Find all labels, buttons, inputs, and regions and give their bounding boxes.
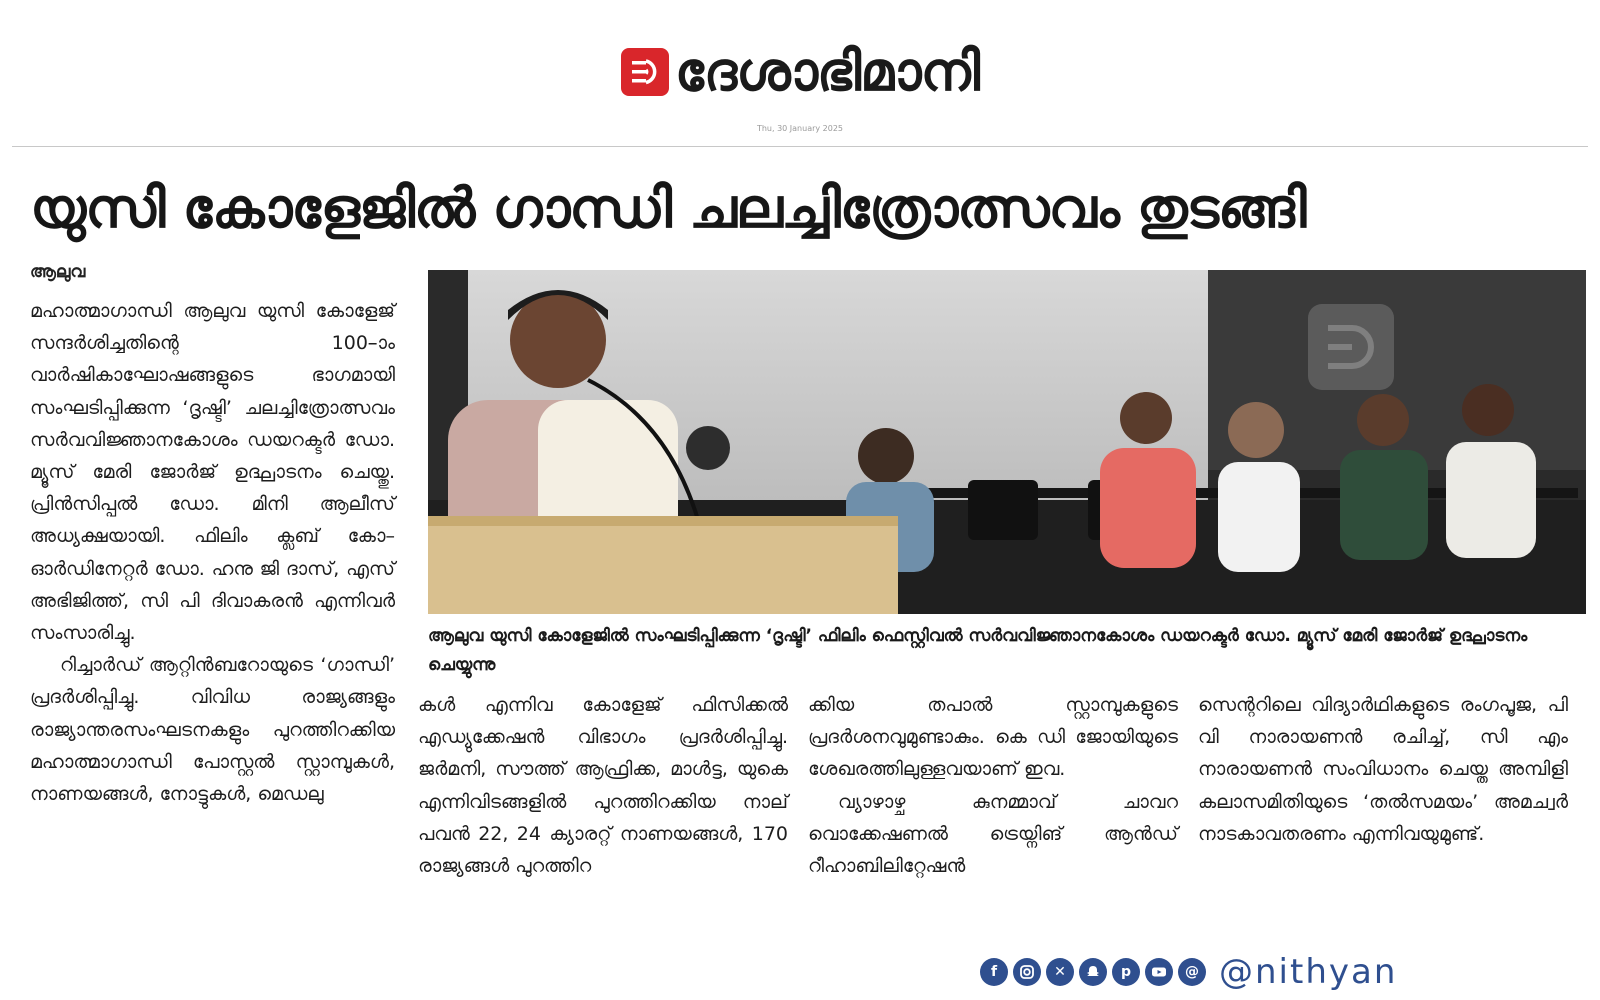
threads-icon[interactable]: @: [1178, 958, 1206, 986]
newspaper-title: ദേശാഭിമാനി: [674, 40, 980, 103]
photo-caption: ആലുവ യുസി കോളേജിൽ സംഘടിപ്പിക്കുന്ന ‘ദൃഷ്ടി’ ഫിലിം ഫെസ്റ്റിവൽ സർവവിജ്ഞാനകോശം ഡയറക്ടർ ഡോ. മ്യൂസ് മേരി ജോർജ് ഉദ്ഘാടനം ചെയ്യുന്നു: [428, 626, 1528, 675]
paragraph: ക്കിയ തപാൽ സ്റ്റാമ്പുകളുടെ പ്രദർശനവുമുണ്ടാകും. കെ ഡി ജോയിയുടെ ശേഖരത്തിലുള്ളവയാണ് ഇവ.: [808, 694, 1178, 781]
event-photo-illustration: [428, 270, 1586, 614]
issue-date: Thu, 30 January 2025: [756, 124, 844, 133]
x-icon[interactable]: ✕: [1046, 958, 1074, 986]
article-column-3: [808, 689, 1178, 882]
pinterest-icon[interactable]: p: [1112, 958, 1140, 986]
youtube-icon[interactable]: [1145, 958, 1173, 986]
social-handle[interactable]: @nithyan: [1219, 952, 1398, 992]
paragraph: വ്യാഴാഴ്ച കുനമ്മാവ് ചാവറ വൊക്കേഷണൽ ട്രെയ്നിങ് ആൻഡ് റീഹാബിലിറ്റേഷൻ: [808, 790, 1178, 878]
header-divider: [12, 146, 1588, 147]
newspaper-logo: [621, 40, 979, 104]
snapchat-icon[interactable]: [1079, 958, 1107, 986]
article-column-2: [418, 689, 788, 882]
article-column-1: [30, 295, 395, 810]
paragraph: റിച്ചാർഡ് ആറ്റിൻബറോയുടെ ‘ഗാന്ധി’ പ്രദർശിപ്പിച്ചു. വിവിധ രാജ്യങ്ങളും രാജ്യാന്തരസംഘടനകളും പുറത്തിറക്കിയ മഹാത്മാഗാന്ധി പോസ്റ്റൽ സ്റ്റാമ്പുകൾ, നാണയങ്ങൾ, നോട്ടുകൾ, മെഡലു: [30, 654, 395, 806]
article-photo: [428, 270, 1586, 614]
masthead: [0, 40, 1600, 104]
watermark-logo: [1308, 304, 1394, 390]
facebook-icon[interactable]: f: [980, 958, 1008, 986]
article-headline: യുസി കോളേജിൽ ഗാന്ധി ചലച്ചിത്രോത്സവം തുടങ്ങി: [30, 176, 1306, 240]
paragraph: കൾ എന്നിവ കോളേജ് ഫിസിക്കൽ എഡ്യുക്കേഷൻ വിഭാഗം പ്രദർശിപ്പിച്ചു. ജർമനി, സൗത്ത് ആഫ്രിക്ക, മാൾട്ട, യുകെ എന്നിവിടങ്ങളിൽ പുറത്തിറക്കിയ നാല് പവൻ 22, 24 ക്യാരറ്റ് നാണയങ്ങൾ, 170 രാജ്യങ്ങൾ പുറത്തിറ: [418, 694, 788, 878]
article-column-4: [1198, 689, 1568, 850]
instagram-icon[interactable]: [1013, 958, 1041, 986]
social-bar: [980, 952, 1397, 992]
dateline-place: ആലുവ: [30, 262, 86, 282]
paragraph: മഹാത്മാഗാന്ധി ആലുവ യുസി കോളേജ് സന്ദർശിച്ചതിന്റെ 100–ാം വാർഷികാഘോഷങ്ങളുടെ ഭാഗമായി സംഘടിപ്പിക്കുന്ന ‘ദൃഷ്ടി’ ചലച്ചിത്രോത്സവം സർവവിജ്ഞാനകോശം ഡയറക്ടർ ഡോ. മ്യൂസ് മേരി ജോർജ് ഉദ്ഘാടനം ചെയ്തു. പ്രിൻസിപ്പൽ ഡോ. മിനി ആലീസ് അധ്യക്ഷയായി. ഫിലിം ക്ലബ് കോ–ഓർഡിനേറ്റർ ഡോ. ഹനു ജി ദാസ്, എസ് അഭിജിത്ത്, സി പി ദിവാകരൻ എന്നിവർ സംസാരിച്ചു.: [30, 300, 395, 645]
brand-mark-icon: [621, 48, 669, 96]
paragraph: സെന്ററിലെ വിദ്യാർഥികളുടെ രംഗപൂജ, പി വി നാരായണൻ രചിച്ച്, സി എം നാരായണൻ സംവിധാനം ചെയ്ത അമ്പിളി കലാസമിതിയുടെ ‘തൽസമയം’ അമച്വർ നാടകാവതരണം എന്നിവയുമുണ്ട്.: [1198, 694, 1568, 845]
